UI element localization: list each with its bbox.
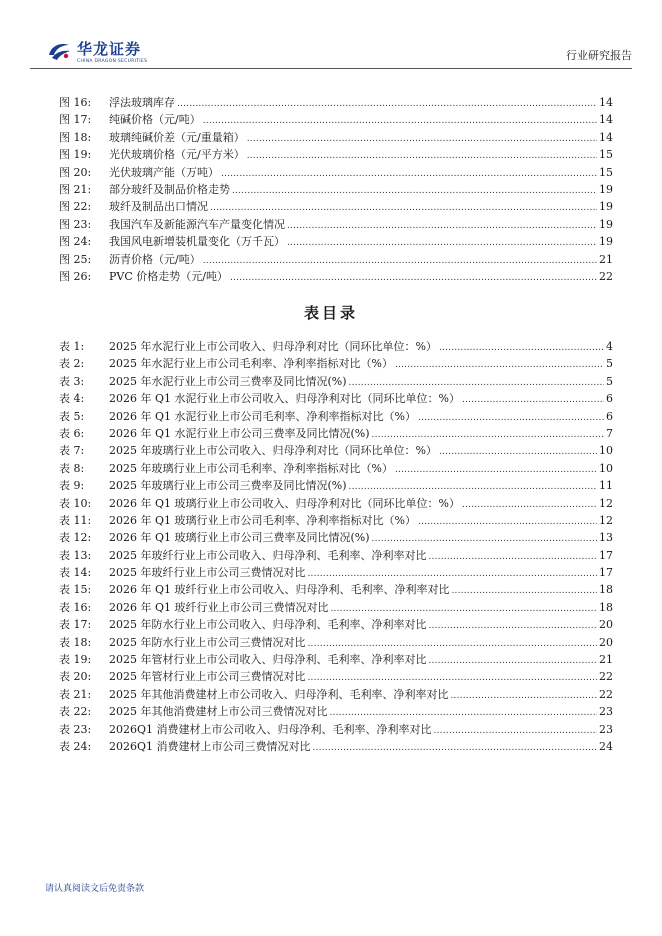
figure-entry-title: 玻璃纯碱价差（元/重量箱） xyxy=(109,130,245,144)
table-entry-page-number: 5 xyxy=(606,374,613,388)
table-entry-label: 表 5: xyxy=(59,409,85,423)
dot-leader xyxy=(230,270,597,287)
table-entry-title: 2025 年管材行业上市公司收入、归母净利、毛利率、净利率对比 xyxy=(109,653,427,667)
figure-entry[interactable] xyxy=(59,251,613,268)
table-entry[interactable] xyxy=(59,581,613,598)
table-entry-title: 2026Q1 消费建材上市公司三费情况对比 xyxy=(109,739,311,753)
table-entry[interactable] xyxy=(59,495,613,512)
table-entry-label: 表 8: xyxy=(59,461,85,475)
table-entry-label: 表 1: xyxy=(59,340,85,353)
table-entry-label: 表 11: xyxy=(59,513,92,527)
table-entry-title: 2026 年 Q1 水泥行业上市公司三费率及同比情况(%) xyxy=(109,426,370,440)
figure-entry-title: 光伏玻璃价格（元/平方米） xyxy=(109,148,245,162)
table-entry-page-number: 23 xyxy=(599,722,613,736)
figure-entry[interactable] xyxy=(59,198,613,215)
table-entry-page-number: 17 xyxy=(599,548,613,562)
table-entry-label: 表 4: xyxy=(59,392,85,406)
dot-leader xyxy=(177,96,597,113)
table-entry-page-number: 22 xyxy=(599,670,613,684)
table-entry[interactable] xyxy=(59,547,613,564)
table-entry-title: 2026 年 Q1 玻璃行业上市公司毛利率、净利率指标对比（%） xyxy=(109,513,416,527)
table-entry-title: 2025 年玻纤行业上市公司收入、归母净利、毛利率、净利率对比 xyxy=(109,548,427,562)
table-entry[interactable] xyxy=(59,651,613,668)
table-entry-page-number: 11 xyxy=(599,479,613,493)
table-entry-page-number: 18 xyxy=(599,600,613,614)
table-entry-page-number: 13 xyxy=(599,531,613,545)
table-entry-label: 表 16: xyxy=(59,600,92,614)
table-entry-label: 表 2: xyxy=(59,357,85,371)
table-entry[interactable] xyxy=(59,425,613,442)
dot-leader xyxy=(452,583,598,600)
table-entry-label: 表 21: xyxy=(59,687,92,701)
table-entry[interactable] xyxy=(59,634,613,651)
dot-leader xyxy=(418,514,597,531)
table-entry-label: 表 6: xyxy=(59,426,85,440)
table-entry-page-number: 7 xyxy=(606,426,613,440)
table-entry-page-number: 10 xyxy=(599,444,613,458)
table-entry[interactable] xyxy=(59,442,613,459)
figure-entry-label: 图 17: xyxy=(59,113,92,127)
dot-leader xyxy=(429,549,598,566)
table-entry[interactable] xyxy=(59,338,613,355)
table-entry-page-number: 6 xyxy=(606,392,613,406)
company-logo-english: CHINA DRAGON SECURITIES xyxy=(77,59,148,64)
figure-entry-page-number: 19 xyxy=(599,182,613,196)
dot-leader xyxy=(203,253,597,270)
table-entry-title: 2026 年 Q1 水泥行业上市公司毛利率、净利率指标对比（%） xyxy=(109,409,416,423)
dot-leader xyxy=(429,653,598,670)
table-entry[interactable] xyxy=(59,703,613,720)
table-entry[interactable] xyxy=(59,512,613,529)
table-entry-title: 2026 年 Q1 玻璃行业上市公司收入、归母净利对比（同环比单位：%） xyxy=(109,496,460,510)
table-entry-page-number: 12 xyxy=(599,513,613,527)
table-entry[interactable] xyxy=(59,721,613,738)
table-entry-page-number: 12 xyxy=(599,496,613,510)
table-entry-label: 表 22: xyxy=(59,705,92,719)
table-entry-page-number: 22 xyxy=(599,687,613,701)
figure-entry-title: 纯碱价格（元/吨） xyxy=(109,113,201,127)
table-entry-label: 表 18: xyxy=(59,635,92,649)
table-entry[interactable] xyxy=(59,599,613,616)
figure-entry[interactable] xyxy=(59,146,613,163)
table-entry-title: 2025 年防水行业上市公司三费情况对比 xyxy=(109,635,306,649)
figure-entry[interactable] xyxy=(59,111,613,128)
figure-entry-page-number: 15 xyxy=(599,148,613,162)
figure-entry-title: 我国风电新增装机量变化（万千瓦） xyxy=(109,235,285,249)
dot-leader xyxy=(462,392,604,409)
dot-leader xyxy=(232,183,597,200)
table-list xyxy=(59,338,613,755)
figure-entry-page-number: 21 xyxy=(599,252,613,266)
figure-entry-page-number: 19 xyxy=(599,235,613,249)
figure-entry-label: 图 19: xyxy=(59,148,92,162)
figure-entry-page-number: 19 xyxy=(599,200,613,214)
dot-leader xyxy=(451,688,598,705)
table-entry-page-number: 21 xyxy=(599,653,613,667)
footer-disclaimer: 请认真阅读文后免责条款 xyxy=(45,884,145,894)
table-entry-title: 2026Q1 消费建材上市公司收入、归母净利、毛利率、净利率对比 xyxy=(109,722,432,736)
figure-entry-label: 图 26: xyxy=(59,269,92,283)
table-entry[interactable] xyxy=(59,373,613,390)
figure-entry-label: 图 21: xyxy=(59,182,92,196)
dot-leader xyxy=(434,723,597,740)
table-entry-page-number: 5 xyxy=(606,357,613,371)
figure-entry[interactable] xyxy=(59,164,613,181)
dot-leader xyxy=(203,113,597,130)
table-entry-title: 2025 年水泥行业上市公司毛利率、净利率指标对比（%） xyxy=(109,357,393,371)
table-entry-title: 2025 年玻纤行业上市公司三费情况对比 xyxy=(109,566,306,580)
table-entry-title: 2026 年 Q1 水泥行业上市公司收入、归母净利对比（同环比单位：%） xyxy=(109,392,460,406)
figure-entry-label: 图 18: xyxy=(59,130,92,144)
table-entry-label: 表 9: xyxy=(59,479,85,493)
table-entry-page-number: 18 xyxy=(599,583,613,597)
table-entry[interactable] xyxy=(59,460,613,477)
figure-list xyxy=(59,94,613,285)
table-entry-label: 表 13: xyxy=(59,548,92,562)
dot-leader xyxy=(221,166,597,183)
table-entry[interactable] xyxy=(59,668,613,685)
figure-entry-label: 图 25: xyxy=(59,252,92,266)
table-entry-title: 2025 年其他消费建材上市公司收入、归母净利、毛利率、净利率对比 xyxy=(109,687,449,701)
table-entry-page-number: 24 xyxy=(599,739,613,753)
figure-entry-label: 图 16: xyxy=(59,96,92,109)
dot-leader xyxy=(313,740,597,757)
figure-entry-label: 图 20: xyxy=(59,165,92,179)
dragon-logo-icon xyxy=(46,40,72,62)
table-entry-label: 表 10: xyxy=(59,496,92,510)
figure-entry-title: 我国汽车及新能源汽车产量变化情况 xyxy=(109,217,285,231)
table-entry-label: 表 3: xyxy=(59,374,85,388)
page-header xyxy=(30,34,632,68)
table-entry-page-number: 20 xyxy=(599,635,613,649)
dot-leader xyxy=(439,444,597,461)
dot-leader xyxy=(429,618,598,635)
figure-entry-page-number: 14 xyxy=(599,130,613,144)
figure-entry-title: 浮法玻璃库存 xyxy=(109,96,175,109)
figure-entry-title: 玻纤及制品出口情况 xyxy=(109,200,208,214)
dot-leader xyxy=(462,497,597,514)
table-entry-title: 2025 年水泥行业上市公司三费率及同比情况(%) xyxy=(109,374,347,388)
company-logo-name: 华龙证券 xyxy=(77,40,142,58)
dot-leader xyxy=(247,131,597,148)
table-entry[interactable] xyxy=(59,738,613,755)
figure-entry-label: 图 24: xyxy=(59,235,92,249)
table-entry-title: 2026 年 Q1 玻璃行业上市公司三费率及同比情况(%) xyxy=(109,531,370,545)
figure-entry-title: PVC 价格走势（元/吨） xyxy=(109,269,228,283)
table-entry[interactable] xyxy=(59,686,613,703)
table-entry-page-number: 6 xyxy=(606,409,613,423)
table-entry-title: 2025 年玻璃行业上市公司三费率及同比情况(%) xyxy=(109,479,347,493)
figure-entry-page-number: 15 xyxy=(599,165,613,179)
table-entry-title: 2025 年其他消费建材上市公司三费情况对比 xyxy=(109,705,328,719)
table-list-heading: 表目录 xyxy=(303,304,358,322)
table-entry[interactable] xyxy=(59,616,613,633)
figure-entry-page-number: 22 xyxy=(599,269,613,283)
table-entry-page-number: 10 xyxy=(599,461,613,475)
table-entry-label: 表 20: xyxy=(59,670,92,684)
dot-leader xyxy=(395,462,597,479)
figure-entry-label: 图 22: xyxy=(59,200,92,214)
table-entry-label: 表 14: xyxy=(59,566,92,580)
figure-entry[interactable] xyxy=(59,94,613,111)
table-entry-page-number: 20 xyxy=(599,618,613,632)
dot-leader xyxy=(418,410,604,427)
figure-entry-page-number: 19 xyxy=(599,217,613,231)
table-entry[interactable] xyxy=(59,408,613,425)
table-entry-title: 2025 年防水行业上市公司收入、归母净利、毛利率、净利率对比 xyxy=(109,618,427,632)
table-entry-title: 2025 年水泥行业上市公司收入、归母净利对比（同环比单位：%） xyxy=(109,340,437,353)
table-entry[interactable] xyxy=(59,355,613,372)
table-entry[interactable] xyxy=(59,390,613,407)
figure-entry-label: 图 23: xyxy=(59,217,92,231)
dot-leader xyxy=(287,218,597,235)
table-entry-title: 2025 年玻璃行业上市公司收入、归母净利对比（同环比单位：%） xyxy=(109,444,437,458)
table-entry-title: 2026 年 Q1 玻纤行业上市公司收入、归母净利、毛利率、净利率对比 xyxy=(109,583,450,597)
figure-entry-title: 部分玻纤及制品价格走势 xyxy=(109,182,230,196)
figure-entry-title: 光伏玻璃产能（万吨） xyxy=(109,165,219,179)
table-entry-label: 表 17: xyxy=(59,618,92,632)
table-entry-label: 表 15: xyxy=(59,583,92,597)
table-entry-title: 2026 年 Q1 玻纤行业上市公司三费情况对比 xyxy=(109,600,329,614)
table-entry-label: 表 19: xyxy=(59,653,92,667)
table-entry[interactable] xyxy=(59,564,613,581)
table-entry-label: 表 7: xyxy=(59,444,85,458)
figure-entry[interactable] xyxy=(59,129,613,146)
table-entry-label: 表 23: xyxy=(59,722,92,736)
header-divider xyxy=(30,68,632,69)
table-entry-label: 表 24: xyxy=(59,739,92,753)
dot-leader xyxy=(439,340,604,357)
figure-entry-page-number: 14 xyxy=(599,113,613,127)
figure-entry[interactable] xyxy=(59,216,613,233)
table-entry-page-number: 23 xyxy=(599,705,613,719)
dot-leader xyxy=(395,357,604,374)
table-entry[interactable] xyxy=(59,529,613,546)
table-entry[interactable] xyxy=(59,477,613,494)
figure-entry[interactable] xyxy=(59,268,613,285)
table-entry-page-number: 4 xyxy=(606,340,613,353)
figure-entry-title: 沥青价格（元/吨） xyxy=(109,252,201,266)
dot-leader xyxy=(287,235,597,252)
figure-entry-page-number: 14 xyxy=(599,96,613,109)
figure-entry[interactable] xyxy=(59,181,613,198)
table-entry-title: 2025 年管材行业上市公司三费情况对比 xyxy=(109,670,306,684)
figure-entry[interactable] xyxy=(59,233,613,250)
table-entry-title: 2025 年玻璃行业上市公司毛利率、净利率指标对比（%） xyxy=(109,461,393,475)
table-entry-label: 表 12: xyxy=(59,531,92,545)
report-type-label: 行业研究报告 xyxy=(566,49,632,62)
table-entry-page-number: 17 xyxy=(599,566,613,580)
dot-leader xyxy=(247,148,597,165)
